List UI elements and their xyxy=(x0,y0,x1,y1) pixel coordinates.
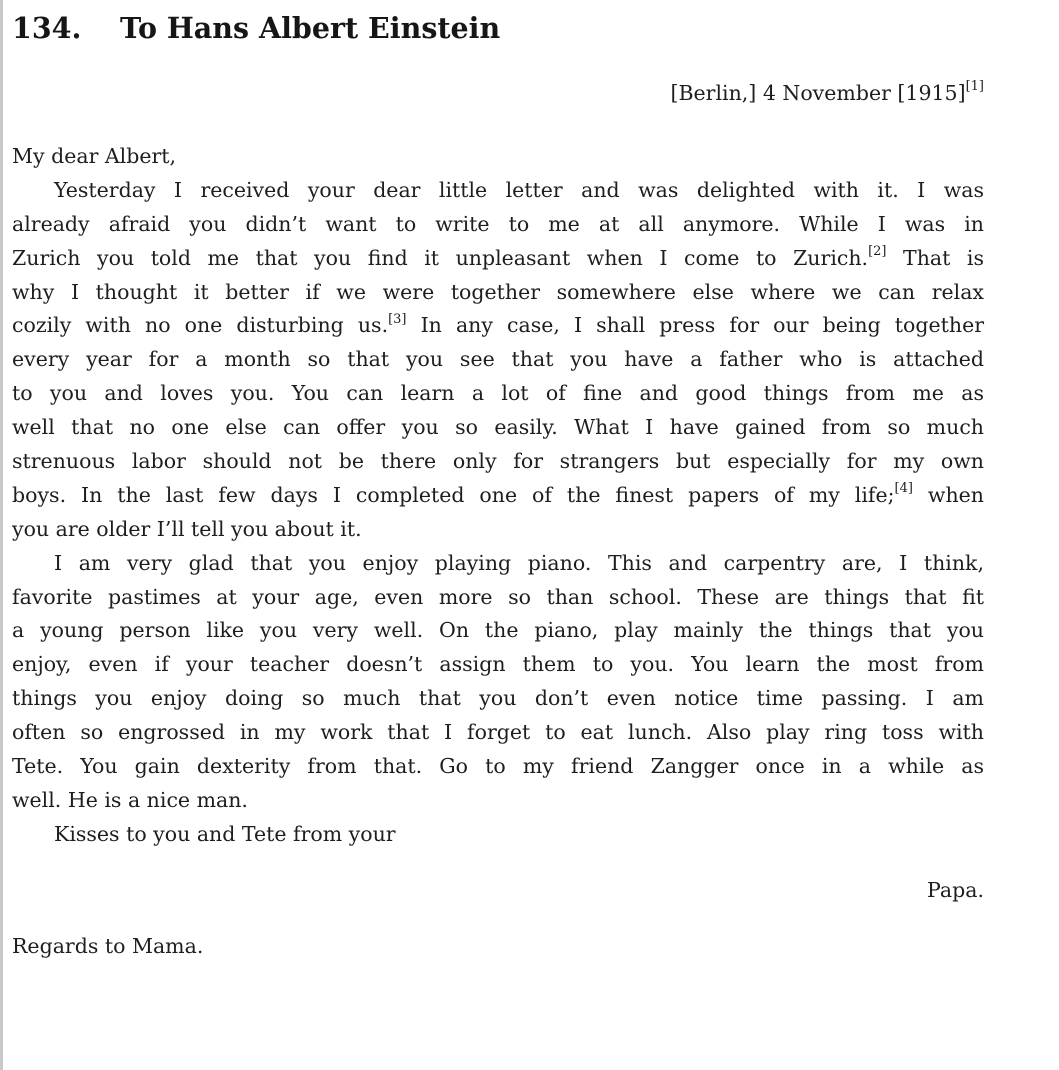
paragraph-2-line: well. He is a nice man. xyxy=(12,787,248,812)
paragraph-1-text: when xyxy=(912,482,984,507)
paragraph-1-text: That is xyxy=(886,245,984,270)
footnote-ref-2: [2] xyxy=(868,243,887,259)
spacer xyxy=(12,908,984,930)
page-edge-rule xyxy=(0,0,3,1070)
postscript: Regards to Mama. xyxy=(12,933,204,958)
paragraph-2-line: things you enjoy doing so much that you don’t even notice time passing. I am xyxy=(12,686,984,711)
paragraph-2-line: Tete. You gain dexterity from that. Go to my friend Zangger once in a while as xyxy=(12,754,984,779)
footnote-ref-3: [3] xyxy=(388,311,407,327)
letter-body xyxy=(12,140,984,963)
paragraph-2-line: favorite pastimes at your age, even more so than school. These are things that fit xyxy=(12,584,984,609)
signature: Papa. xyxy=(927,877,984,902)
paragraph-1-line xyxy=(12,479,984,513)
closing-line: Kisses to you and Tete from your xyxy=(54,821,396,846)
paragraph-1-text: Zurich you told me that you find it unpleasant when I come to Zurich. xyxy=(12,245,869,270)
paragraph-2-line: often so engrossed in my work that I forget to eat lunch. Also play ring toss with xyxy=(12,720,984,745)
letter-title: To Hans Albert Einstein xyxy=(120,11,501,45)
paragraph-1-line: why I thought it better if we were together somewhere else where we can relax xyxy=(12,279,984,304)
paragraph-1-line xyxy=(12,309,984,343)
paragraph-1-line: well that no one else can offer you so easily. What I have gained from so much xyxy=(12,415,984,440)
paragraph-2-line: a young person like you very well. On the piano, play mainly the things that you xyxy=(12,618,984,643)
dateline-date: 4 November [1915] xyxy=(762,81,966,105)
paragraph-1-text: In any case, I shall press for our being together xyxy=(406,313,984,338)
paragraph-1-line xyxy=(12,242,984,276)
paragraph-1-text: boys. In the last few days I completed one of the finest papers of my life; xyxy=(12,482,895,507)
letter-number: 134. xyxy=(12,11,82,45)
paragraph-2-line: I am very glad that you enjoy playing piano. This and carpentry are, I think, xyxy=(54,550,984,575)
paragraph-1-text: cozily with no one disturbing us. xyxy=(12,313,389,338)
paragraph-2-line: enjoy, even if your teacher doesn’t assign them to you. You learn the most from xyxy=(12,652,984,677)
footnote-ref-1: [1] xyxy=(965,79,984,95)
paragraph-1-line: strenuous labor should not be there only for strangers but especially for my own xyxy=(12,449,984,474)
footnote-ref-4: [4] xyxy=(894,481,913,497)
paragraph-1-line: every year for a month so that you see that you have a father who is attached xyxy=(12,347,984,372)
paragraph-1-line: Yesterday I received your dear little letter and was delighted with it. I was xyxy=(54,177,984,202)
paragraph-1-line: you are older I’ll tell you about it. xyxy=(12,516,362,541)
letter-heading xyxy=(12,8,500,48)
paragraph-1-line: to you and loves you. You can learn a lot of fine and good things from me as xyxy=(12,381,984,406)
dateline xyxy=(670,76,984,110)
paragraph-1-line: already afraid you didn’t want to write to me at all anymore. While I was in xyxy=(12,211,984,236)
spacer xyxy=(12,852,984,874)
dateline-place: [Berlin,] xyxy=(670,81,757,105)
salutation: My dear Albert, xyxy=(12,144,177,168)
